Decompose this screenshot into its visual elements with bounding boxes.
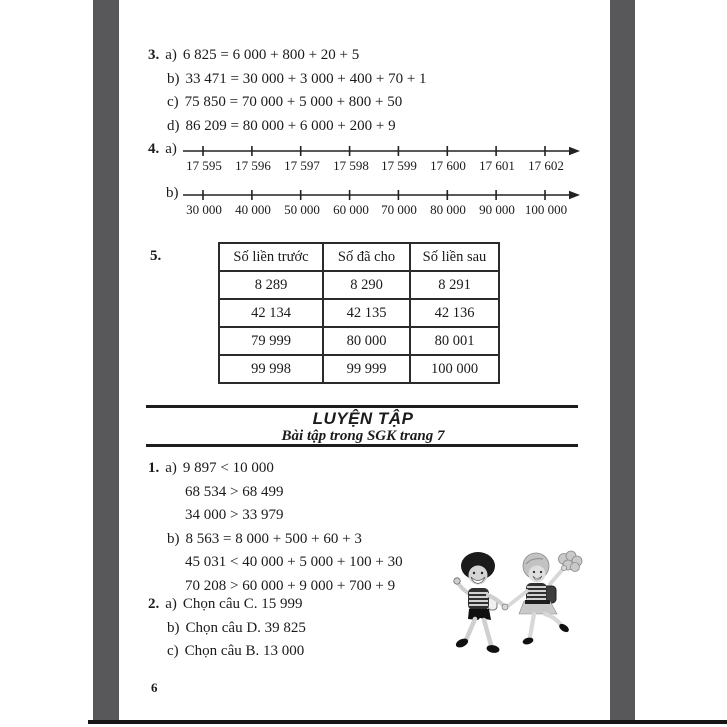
exercise-1-line: [148, 481, 403, 505]
table-cell: 79 999: [219, 327, 323, 355]
table-header-cell: Số liền sau: [410, 243, 499, 271]
exercise-2-line-b: [148, 617, 306, 641]
line-text: 8 563 = 8 000 + 500 + 60 + 3: [185, 530, 362, 547]
children-illustration: [447, 547, 592, 665]
table-cell: 80 001: [410, 327, 499, 355]
number-line-a-label: [148, 140, 177, 158]
table-cell: 8 291: [410, 271, 499, 299]
line-text: 86 209 = 80 000 + 6 000 + 200 + 9: [185, 117, 396, 134]
number-line-b: [0, 184, 727, 222]
table-row: [219, 299, 499, 327]
page-edge-right: [610, 0, 635, 721]
line-label: c): [167, 94, 179, 110]
exercise-2-line-a: [148, 593, 306, 617]
exercise-2: [148, 593, 306, 664]
tick-label: 17 596: [235, 158, 271, 173]
tick-label: 30 000: [186, 202, 222, 217]
table-cell: 42 136: [410, 299, 499, 327]
line-text: Chọn câu D. 39 825: [185, 619, 306, 636]
page-number: 6: [151, 680, 158, 695]
exercise-2-number: 2.: [148, 596, 160, 612]
section-rule-bottom: [146, 444, 578, 447]
line-label: b): [167, 70, 180, 87]
page-edge-left: [93, 0, 119, 721]
exercise-1: [148, 457, 403, 598]
exercise-1-line: [148, 457, 403, 481]
line-label: b): [167, 530, 180, 547]
table-cell: 42 135: [323, 299, 410, 327]
line-text: 70 208 > 60 000 + 9 000 + 700 + 9: [185, 577, 396, 594]
table-row: [219, 271, 499, 299]
tick-label: 100 000: [524, 202, 568, 217]
exercise-3-line-d: [148, 115, 427, 139]
exercise-4-number: 4.: [148, 141, 160, 157]
line-label: a): [165, 460, 177, 476]
tick-label: 90 000: [479, 202, 515, 217]
section-rule-top: [146, 405, 578, 408]
page-bottom-edge: [88, 720, 727, 724]
number-line-b-label: [166, 184, 179, 202]
number-line-b-axis: [183, 187, 581, 203]
tick-label: 17 598: [333, 158, 369, 173]
section-title: LUYỆN TẬP: [312, 409, 414, 428]
exercise-2-line-c: [148, 640, 306, 664]
exercise-3-line-a: [148, 44, 427, 68]
exercise-3-number: 3.: [148, 47, 160, 63]
tick-label: 17 602: [528, 158, 564, 173]
exercise-3-line-c: [148, 91, 427, 115]
line-label: c): [167, 643, 179, 659]
exercise-1-line: [148, 551, 403, 575]
line-label: d): [167, 117, 180, 134]
table-row: [219, 327, 499, 355]
table-header-cell: Số liền trước: [219, 243, 323, 271]
table-cell: 8 290: [323, 271, 410, 299]
tick-label: 17 601: [479, 158, 515, 173]
line-text: 75 850 = 70 000 + 5 000 + 800 + 50: [184, 94, 403, 110]
table-cell: 99 999: [323, 355, 410, 383]
tick-label: 17 597: [284, 158, 320, 173]
line-text: 33 471 = 30 000 + 3 000 + 400 + 70 + 1: [185, 70, 427, 87]
line-text: Chọn câu B. 13 000: [184, 643, 305, 659]
exercise-5-number: 5.: [150, 248, 162, 264]
exercise-3: [148, 44, 427, 138]
tick-label: 70 000: [381, 202, 417, 217]
table-row: [219, 355, 499, 383]
table-cell: 99 998: [219, 355, 323, 383]
tick-label: 80 000: [430, 202, 466, 217]
tick-label: 17 599: [381, 158, 417, 173]
table-cell: 42 134: [219, 299, 323, 327]
line-text: 34 000 > 33 979: [185, 507, 284, 523]
table-cell: 80 000: [323, 327, 410, 355]
line-text: 9 897 < 10 000: [182, 460, 274, 476]
line-label: a): [165, 141, 177, 157]
table-cell: 8 289: [219, 271, 323, 299]
tick-label: 17 595: [186, 158, 222, 173]
exercise-5-table: [218, 242, 500, 384]
exercise-1-line: [148, 528, 403, 552]
tick-label: 60 000: [333, 202, 369, 217]
line-label: a): [165, 47, 177, 63]
tick-label: 40 000: [235, 202, 271, 217]
line-text: 6 825 = 6 000 + 800 + 20 + 5: [182, 47, 360, 63]
table-header-cell: Số đã cho: [323, 243, 410, 271]
number-line-a-axis: [183, 143, 581, 159]
exercise-3-line-b: [148, 68, 427, 92]
exercise-1-number: 1.: [148, 460, 160, 476]
tick-label: 17 600: [430, 158, 466, 173]
boy-figure: [454, 552, 508, 654]
line-label: a): [165, 596, 177, 612]
table-cell: 100 000: [410, 355, 499, 383]
tick-label: 50 000: [284, 202, 320, 217]
line-label: b): [167, 619, 180, 636]
girl-figure: [508, 551, 582, 646]
line-text: 45 031 < 40 000 + 5 000 + 100 + 30: [185, 554, 403, 570]
line-label: b): [166, 185, 179, 201]
exercise-1-line: [148, 504, 403, 528]
section-subtitle: Bài tập trong SGK trang 7: [281, 428, 445, 444]
number-line-a: [0, 140, 727, 178]
line-text: Chọn câu C. 15 999: [182, 596, 303, 612]
table-header-row: [219, 243, 499, 271]
line-text: 68 534 > 68 499: [185, 483, 284, 500]
